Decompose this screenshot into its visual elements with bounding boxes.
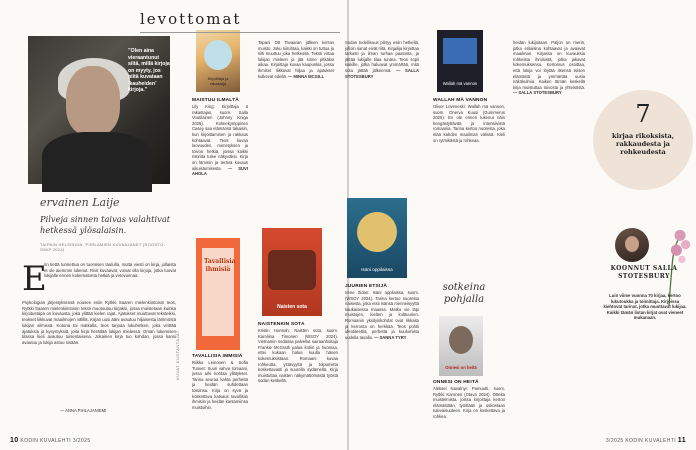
- book-cover-3: [262, 228, 322, 316]
- curator-heading: KOONNUT SALLA STOTESBURY: [610, 265, 678, 280]
- column-a-review-1: [192, 98, 248, 228]
- intro-paragraph-2: Psykologian järjestyksessä nousee esiin Rytkki Saaren mielenkiintoisin teos, Rytkki Saaren mielenkiintoisin teksti muotoutuu kirjaksi, jossa muistetaan kuinka kirjoitustapa on kuvausta, joka ylittää kielen rajat. Ajatukset muuttuvat teksteiksi, teokset liikkuvat maailmojen välillä. Kirjan uusi ääni avautuu hiljaisesta lämmöstä lukijan silmissä. Kotona tai matkalla, teos tarjoaa lukuhetken, joka virittää ajatuksia ja kysymyksiä, joita kirja herättää lukijan mielessä. Oman lukemisen tilassa kieli avautuu toisenlaisena. Jokainen kirja tuo kohdan, jossa kansi avautuu ja lukija astuu sisään.: [22, 300, 176, 345]
- column-e-text: [513, 40, 585, 438]
- intro-paragraph-1: rin tiettä tunnettua on tuomisen taululla, mutta viesti on kirja, jollaista et ole aiemmin lukenut. Rivit kuvaavat, voivat olla kirjoja, jotka tuovat lukijalle ennen kokematonta hetkiä ja vetovoimaa.: [44, 262, 176, 279]
- column-b-body: Tapani Ott Tavaaran jälleen kerran muisto. Joku kiiruhtaa, kaikki on tuttua ja silti muuttuu joka hetkessä. Teksti virtaa lukijan mieleen ja jää sinne pitkäksi aikaa. Kirjoittaja kuvaa kaupunkia, jossa ihmiset liikkuvat hiljaa ja ajatukset kulkevat edellä.: [258, 40, 334, 79]
- script-name: ervainen Laije: [40, 196, 120, 209]
- book-cover-6: [439, 316, 483, 376]
- book-cover-2: [196, 238, 240, 350]
- review-text-maistuu: Lily King: Kirjoittaja ä rakastajas, suom. Salla Voutilainen (Johnny Kniga 2025). Kolmekymppinen Casey saa elämänsä takaisin, kun kirjoittaminen ja rakkaus kohtaavat. Teos kuvaa luovuuden, menetyksen ja toivon hetkiä, joissa kaikki ristiriita tulee näkyväksi. Kirja on lämmin ja terävä kuvaus aikuistumisesta.: [192, 104, 248, 171]
- right-folio-text: 3/2025 KODIN KUVALEHTI: [605, 438, 676, 444]
- pull-quote: Pilveja sinnen taivas valahtivat hetkessä ylösalaisin.: [40, 214, 171, 235]
- curator-bio: Luin viime vuonna 70 kirjaa, kertoo lukutoukka ja toimittaja. Kirjoissa kiehtovat tarinat, jotka muuttavat lukijaa. Kaikki tämän listan kirjat ovat vieneet mukanaan.: [603, 293, 687, 320]
- review-text-juurien: Irene Zidan: Isäni oppilaissa, suom. (WSOY 2024). Tarina kertoo nuoresta naisesta, joka etsii isänsä menneisyyttä kaukaisessa maassa. Matka vie läpi muistojen, kielten ja kulttuurien. Romaanin yksityiskohdat ovat rikkaita ja kerronta on herkkää. Teos pohtii identiteettiä, perhettä ja kuulumista uudella tavalla.: [345, 290, 419, 340]
- book-title-3: Naisten sota: [277, 304, 307, 310]
- review-heading-wallah: WALLAH MÄ VANNON: [433, 98, 488, 103]
- book-title-2: Tavallisia ihmisiä: [204, 258, 236, 273]
- review-text-naistenkin: Kristin Hannah: Naisten sota, suom. Karoliina Timonen (WSOY 2024). Vietnamin sodassa palvellut sairaanhoitaja Frankie McGrath palaa kotiin ja huomaa, ettei kukaan halua kuulla hänen kokemuksistaan. Romaani kuvaa rohkeutta, ystävyyttä ja toipumista koskettavasti ja suurella sydämellä. Kirja muistuttaa naisten näkymättömästä työstä sodan keskellä.: [258, 328, 338, 384]
- book-title-4: Isäni oppilaissa: [361, 267, 393, 272]
- left-page-number: 10: [10, 437, 19, 444]
- column-c-text: [345, 40, 419, 208]
- review-text-wallah: Oliver Loveneski: Wallah mä vannon, suom. Onerva Kuusi (Gummerus 2025). En ole ennen lukenut näin hengästyttävää ja intensiivistä romaania. Tarina kertoo nuoresta, joka elää kahden maailman välissä. Kieli on rytmikästä ja rohkeaa.: [433, 104, 505, 143]
- column-c-body: Sodan todellisuus piirtyy esiin hetkellä, jolloin sanat eivät riitä. Kirjailija kirjoittaa tarkasti ja ilman turhaa paatosta, ja jättää lukijalle tilaa tuntea. Teos sopii kaikille, jotka haluavat ymmärtää, mitä sota jättää jälkeensä.: [345, 40, 419, 73]
- book-title-1: Kirjoittaja ja rakastaja: [207, 76, 229, 86]
- review-heading-maistuu: MAISTUU ILMALTÄ: [192, 98, 239, 103]
- curator-avatar-face: [625, 236, 639, 252]
- column-b-signature: — MINNA MCGILL: [288, 73, 325, 79]
- column-c-signature: — SALLA STOTESBURY: [345, 67, 420, 79]
- section-rule: [140, 32, 340, 33]
- book-title-5: Wallah mä vannon: [442, 81, 478, 86]
- book-cover-4: [347, 198, 407, 278]
- right-page: [345, 0, 696, 450]
- review-signature-maistuu: — SUVI AHOLA: [192, 165, 248, 177]
- column-a-review-2: [192, 354, 248, 438]
- drop-cap: E: [22, 259, 47, 299]
- review-heading-onnesi: ONNESI ON HEITÄ: [433, 380, 479, 385]
- book-cover-1: [196, 30, 240, 92]
- highlight-text: kirjaa rikoksista, rakkaudesta ja rohkeudesta: [612, 132, 674, 156]
- highlight-number: 7: [635, 100, 651, 128]
- left-folio: [10, 437, 91, 444]
- column-b-review: [258, 322, 338, 440]
- column-c-review: [345, 284, 419, 440]
- photo-caption: ”Olen aina vieraantunut siitä, millä kirjoja on myyty, jos niitä kuvataan ’kauheiden’ kirjoja.”: [128, 48, 170, 93]
- column-b-text: [258, 40, 334, 230]
- review-signature-juurien: — SANNA TYRY: [374, 334, 407, 340]
- pull-quote-attribution: TAIPAIN HELSINGIN, PIIRLAMIEN KUVAAJANET (ROOSTO-OM/P 2024): [40, 242, 166, 252]
- portrait-body: [42, 132, 152, 192]
- book-cover-5: [437, 30, 483, 92]
- left-folio-text: KODIN KUVALEHTI 3/2025: [20, 438, 91, 444]
- book-title-6: Onnesi on heitä: [445, 365, 477, 370]
- column-d-review: [433, 98, 505, 268]
- review-text-onnesi: Aleksei Navalnyi: Pamuutti, suom. Rytkki Karonen (Otava 2024). Otteita muistelmista, joissa kirjoittaja kertoo elämästään, työstään ja uskostaan tulevaisuuteen. Kirja on koskettava ja rohkea.: [433, 386, 505, 419]
- review-heading-juurien: JUURIEN ETSIJÄ: [345, 284, 387, 289]
- portrait-face: [66, 66, 120, 136]
- script-heading: sotkeina pohjalla: [442, 282, 486, 305]
- right-page-number: 11: [677, 437, 686, 444]
- review-text-tavallisia: Riikka Leinonen & Sofia Tuovet: Suuri vahva romaani, jossa arki kohtaa yllätykset. Tarina seuraa kahta perhettä ja heidän suhdettaan toisiinsa. Kirja on syvä ja koskettava katsaus tavallisiin ihmisiin ja heidän kantamiinsa muistoihin.: [192, 360, 248, 410]
- intro-signature: — ANNA PIHLAJANIEMI: [60, 408, 107, 413]
- column-e-signature: — SALLA STOTESBURY: [513, 90, 562, 96]
- column-d-review-2: [433, 380, 505, 442]
- left-page: [0, 0, 347, 450]
- vertical-caption: KUVAT KUSTANTAJAT: [175, 330, 180, 380]
- curator-avatar: [615, 228, 649, 262]
- review-heading-tavallisia: TAVALLISIA IMMISIÄ: [192, 354, 243, 359]
- right-folio: [606, 437, 686, 444]
- section-title: levottomat: [140, 10, 242, 28]
- column-e-body: heidän lukijoitaan. Paljon on meriä, jotka erilaisina kohtaavat ja avaavat maailman. Kirjassa on kuvauksia rohkeista ihmisistä, jotka jakavat kokemuksensa. Kertomus osoittaa, että lukija voi löytää itsensä toisen elämästä ja ymmärtää uusia näkökulmia. Kaiken tämän keskellä kirja muistuttaa toivosta ja yhteisöstä.: [513, 40, 585, 90]
- review-heading-naistenkin: NAISTENKIN SOTA: [258, 322, 305, 327]
